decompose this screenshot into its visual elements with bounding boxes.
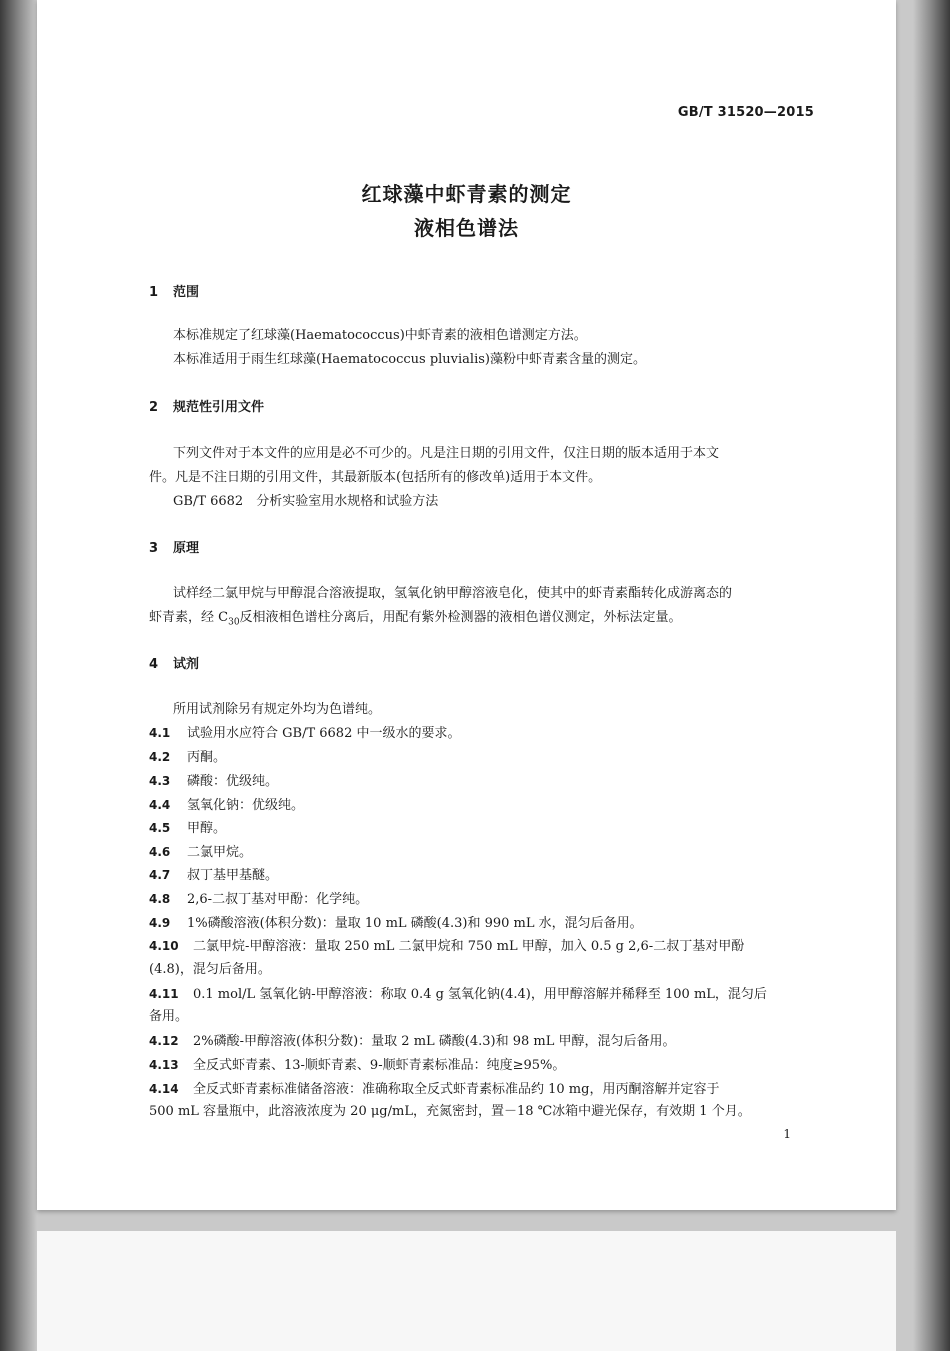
- item-text: 0.1 mol/L 氢氧化钠-甲醇溶液：称取 0.4 g 氢氧化钠(4.4)，用甲醇溶解并稀释至 100 mL，混匀后: [193, 987, 767, 1002]
- list-item: [149, 890, 368, 909]
- document-subtitle: 液相色谱法: [414, 216, 519, 240]
- item-number: 4.9: [149, 916, 171, 930]
- page-number: 1: [783, 1127, 791, 1141]
- item-number: 4.8: [149, 892, 171, 906]
- section-title: 规范性引用文件: [173, 400, 265, 415]
- next-page-edge: [37, 1231, 896, 1351]
- section-number: 2: [149, 400, 159, 415]
- list-item: [149, 724, 460, 743]
- item-text: 1%磷酸溶液(体积分数)：量取 10 mL 磷酸(4.3)和 990 mL 水，混匀后备用。: [187, 916, 643, 931]
- item-text: 二氯甲烷-甲醇溶液：量取 250 mL 二氯甲烷和 750 mL 甲醇，加入 0.5 g 2,6-二叔丁基对甲酚: [193, 939, 745, 954]
- section-2-heading: [149, 399, 264, 417]
- paragraph: 本标准适用于雨生红球藻(Haematococcus pluvialis)藻粉中虾青素含量的测定。: [173, 352, 646, 367]
- item-number: 4.7: [149, 868, 171, 882]
- item-number: 4.12: [149, 1034, 179, 1048]
- list-item: [149, 937, 744, 956]
- item-text: 2,6-二叔丁基对甲酚：化学纯。: [187, 892, 369, 907]
- list-item: [149, 1032, 676, 1051]
- section-1-heading: [149, 284, 199, 302]
- section-number: 3: [149, 541, 159, 556]
- paragraph-continued: 虾青素，经 $C_{30}$反相液相色谱柱分离后，用配有紫外检测器的液相色谱仪测定，外标法定量。: [149, 610, 682, 628]
- item-number: 4.3: [149, 774, 171, 788]
- section-3-heading: [149, 540, 199, 558]
- list-item-continued: 备用。: [149, 1009, 189, 1024]
- standard-code: GB/T 31520—2015: [677, 105, 814, 120]
- item-text: 氢氧化钠：优级纯。: [187, 798, 305, 813]
- section-title: 试剂: [173, 657, 200, 672]
- item-number: 4.11: [149, 987, 179, 1001]
- section-4-heading: [149, 656, 199, 674]
- item-text: 磷酸：优级纯。: [187, 774, 279, 789]
- item-number: 4.4: [149, 798, 171, 812]
- paragraph: 下列文件对于本文件的应用是必不可少的。凡是注日期的引用文件，仅注日期的版本适用于本文: [173, 446, 720, 461]
- normative-reference: GB/T 6682 分析实验室用水规格和试验方法: [173, 494, 439, 509]
- document-title: 红球藻中虾青素的测定: [361, 182, 572, 206]
- list-item: [149, 796, 304, 815]
- paragraph: 所用试剂除另有规定外均为色谱纯。: [173, 702, 382, 717]
- document-page: [37, 0, 896, 1210]
- item-text: 2%磷酸-甲醇溶液(体积分数)：量取 2 mL 磷酸(4.3)和 98 mL 甲醇，混匀后备用。: [193, 1034, 676, 1049]
- section-title: 原理: [173, 541, 200, 556]
- list-item-continued: (4.8)，混匀后备用。: [149, 962, 271, 977]
- item-text: 甲醇。: [187, 821, 227, 836]
- item-text: 全反式虾青素、13-顺虾青素、9-顺虾青素标准品：纯度≥95%。: [193, 1058, 566, 1073]
- list-item: [149, 772, 278, 791]
- item-number: 4.2: [149, 750, 171, 764]
- item-number: 4.14: [149, 1082, 179, 1096]
- list-item: [149, 819, 226, 838]
- list-item: [149, 1056, 565, 1075]
- list-item: [149, 748, 226, 767]
- section-number: 4: [149, 657, 159, 672]
- section-title: 范围: [173, 285, 200, 300]
- item-text: 二氯甲烷。: [187, 845, 253, 860]
- list-item: [149, 985, 767, 1004]
- paragraph: 本标准规定了红球藻(Haematococcus)中虾青素的液相色谱测定方法。: [173, 328, 587, 343]
- item-number: 4.10: [149, 939, 179, 953]
- item-text: 叔丁基甲基醚。: [187, 868, 279, 883]
- item-text: 试验用水应符合 GB/T 6682 中一级水的要求。: [187, 726, 461, 741]
- item-text: 全反式虾青素标准储备溶液：准确称取全反式虾青素标准品约 10 mg，用丙酮溶解并定容于: [193, 1082, 720, 1097]
- item-number: 4.5: [149, 821, 171, 835]
- list-item: [149, 1080, 719, 1099]
- list-item-continued: 500 mL 容量瓶中，此溶液浓度为 20 μg/mL，充氮密封，置－18 ℃冰箱中避光保存，有效期 1 个月。: [149, 1104, 751, 1119]
- paragraph-continued: 件。凡是不注日期的引用文件，其最新版本(包括所有的修改单)适用于本文件。: [149, 470, 602, 485]
- item-number: 4.13: [149, 1058, 179, 1072]
- paragraph: 试样经二氯甲烷与甲醇混合溶液提取，氢氧化钠甲醇溶液皂化，使其中的虾青素酯转化成游离态的: [173, 586, 733, 601]
- list-item: [149, 843, 252, 862]
- section-number: 1: [149, 285, 159, 300]
- item-number: 4.6: [149, 845, 171, 859]
- item-text: 丙酮。: [187, 750, 227, 765]
- list-item: [149, 866, 278, 885]
- list-item: [149, 914, 643, 933]
- item-number: 4.1: [149, 726, 171, 740]
